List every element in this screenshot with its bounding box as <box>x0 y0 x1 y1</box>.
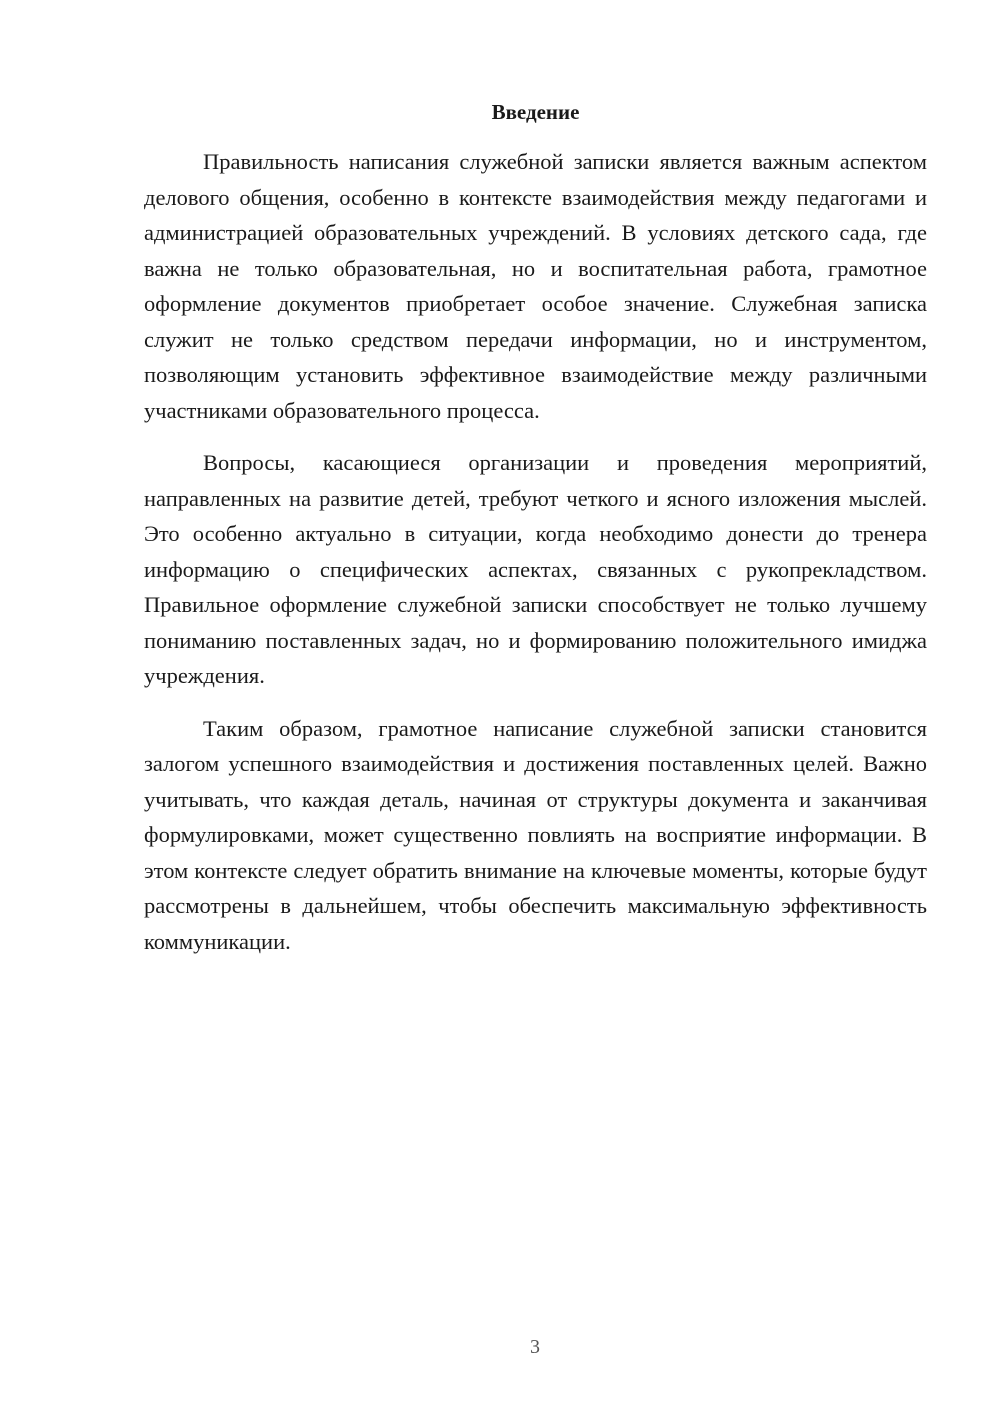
paragraph-3: Таким образом, грамотное написание служебной записки становится залогом успешного взаимодействия и достижения поставленных целей. Важно учитывать, что каждая деталь, начиная от структуры документа и заканчивая формулировками, может существенно повлиять на восприятие информации. В этом контексте следует обратить внимание на ключевые моменты, которые будут рассмотрены в дальнейшем, чтобы обеспечить максимальную эффективность коммуникации. <box>144 715 927 954</box>
paragraph-2: Вопросы, касающиеся организации и проведения мероприятий, направленных на развитие детей, требуют четкого и ясного изложения мыслей. Это особенно актуально в ситуации, когда необходимо донести до тренера информацию о специфических аспектах, связанных с рукопрекладством. Правильное оформление служебной записки способствует не только лучшему пониманию поставленных задач, но и формированию положительного имиджа учреждения. <box>144 450 927 688</box>
section-heading: Введение <box>491 100 580 124</box>
page-number: 3 <box>530 1336 540 1358</box>
page-content <box>144 97 927 976</box>
paragraph-1: Правильность написания служебной записки является важным аспектом делового общения, особенно в контексте взаимодействия между педагогами и администрацией образовательных учреждений. В условиях детского сада, где важна не только образовательная, но и воспитательная работа, грамотное оформление документов приобретает особое значение. Служебная записка служит не только средством передачи информации, но и инструментом, позволяющим установить эффективное взаимодействие между различными участниками образовательного процесса. <box>144 149 927 423</box>
